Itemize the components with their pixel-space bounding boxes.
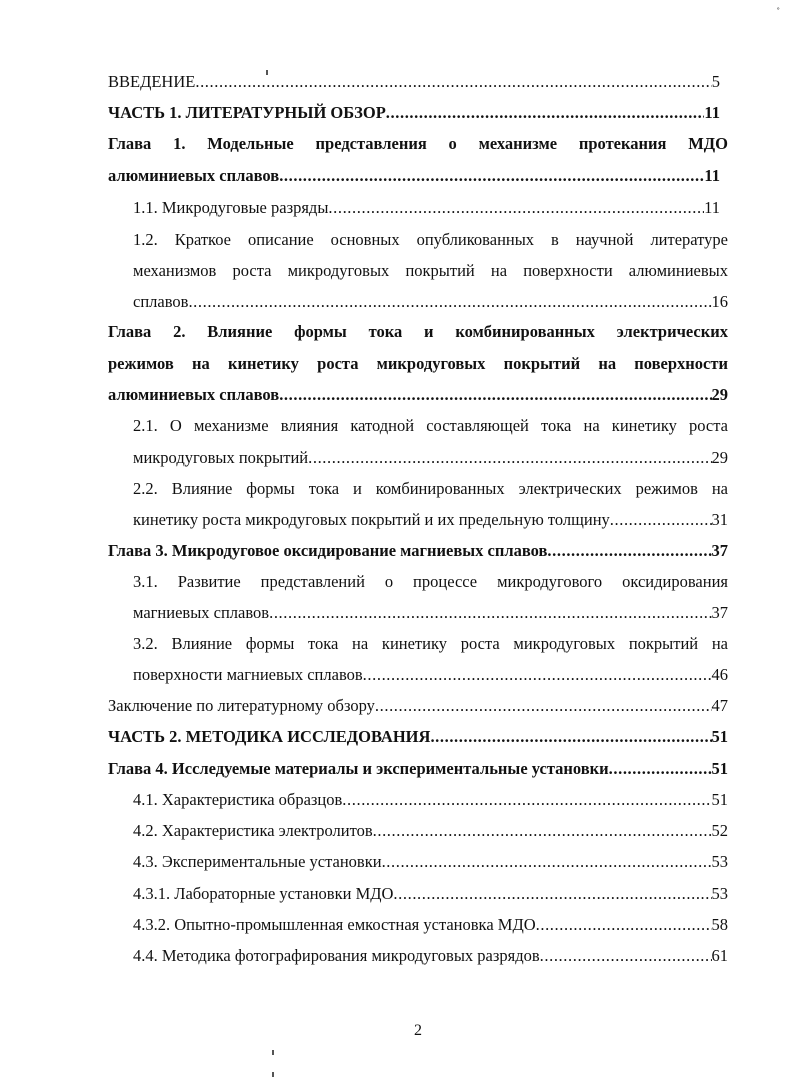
toc-entry-3-2-line-1: 3.2. Влияние формы тока на кинетику роста микродуговых покрытий на xyxy=(133,634,728,653)
toc-entry-page: 16 xyxy=(711,292,728,311)
toc-entry-title: микродуговых покрытий xyxy=(133,448,309,467)
toc-entry-4-4 xyxy=(133,946,728,966)
toc-entry-page: 31 xyxy=(711,510,728,529)
toc-entry-page: 53 xyxy=(711,852,728,871)
toc-entry-chapter-2-line-2: режимов на кинетику роста микродуговых покрытий на поверхности xyxy=(108,354,728,373)
scan-speck xyxy=(272,1072,274,1077)
toc-entry-title: Заключение по литературному обзору xyxy=(108,696,375,715)
toc-entry-title: 4.4. Методика фотографирования микродуговых разрядов xyxy=(133,946,540,965)
toc-entry-2-1 xyxy=(133,448,728,468)
toc-entry-page: 53 xyxy=(711,884,728,903)
toc-entry-page: 51 xyxy=(711,790,728,809)
toc-entry-page: 29 xyxy=(711,385,728,404)
toc-entry-page: 37 xyxy=(711,603,728,622)
toc-entry-part-2 xyxy=(108,727,728,747)
toc-entry-title: Глава 3. Микродуговое оксидирование магниевых сплавов xyxy=(108,541,548,560)
scan-speck xyxy=(272,1050,274,1055)
toc-entry-title: 4.3.1. Лабораторные установки МДО xyxy=(133,884,394,903)
toc-entry-title: 1.1. Микродуговые разряды xyxy=(133,198,329,217)
toc-entry-page: 61 xyxy=(711,946,728,965)
page-number: 2 xyxy=(414,1022,422,1039)
toc-entry-4-1 xyxy=(133,790,728,810)
toc-entry-title: 4.1. Характеристика образцов xyxy=(133,790,343,809)
toc-entry-part-1 xyxy=(108,103,720,123)
toc-entry-page: 51 xyxy=(711,759,728,778)
toc-entry-title: ВВЕДЕНИЕ xyxy=(108,72,196,91)
toc-entry-page: 5 xyxy=(711,72,720,91)
toc-entry-2-2 xyxy=(133,510,728,530)
toc-entry-title: 4.2. Характеристика электролитов xyxy=(133,821,373,840)
toc-entry-title: поверхности магниевых сплавов xyxy=(133,665,363,684)
toc-entry-page: 46 xyxy=(711,665,728,684)
toc-entry-page: 52 xyxy=(711,821,728,840)
toc-entry-3-1-line-1: 3.1. Развитие представлений о процессе микродугового оксидирования xyxy=(133,572,728,591)
toc-entry-chapter-1-line-1: Глава 1. Модельные представления о механизме протекания МДО xyxy=(108,134,728,153)
toc-entry-page: 11 xyxy=(704,166,720,185)
toc-entry-title: кинетику роста микродуговых покрытий и их предельную толщину xyxy=(133,510,610,529)
toc-entry-page: 11 xyxy=(704,103,720,122)
scan-speck xyxy=(266,70,268,75)
toc-entry-title: алюминиевых сплавов xyxy=(108,166,280,185)
toc-entry-title: 4.3. Экспериментальные установки xyxy=(133,852,382,871)
toc-entry-title: 4.3.2. Опытно-промышленная емкостная установка МДО xyxy=(133,915,536,934)
toc-entry-title: Глава 4. Исследуемые материалы и экспериментальные установки xyxy=(108,759,609,778)
toc-entry-title: ЧАСТЬ 1. ЛИТЕРАТУРНЫЙ ОБЗОР xyxy=(108,103,386,122)
toc-entry-title: ЧАСТЬ 2. МЕТОДИКА ИССЛЕДОВАНИЯ xyxy=(108,727,431,746)
toc-entry-chapter-2-line-1: Глава 2. Влияние формы тока и комбинированных электрических xyxy=(108,322,728,341)
toc-entry-4-3-1 xyxy=(133,884,728,904)
toc-entry-page: 11 xyxy=(704,198,720,217)
toc-entry-page: 58 xyxy=(711,915,728,934)
toc-entry-page: 51 xyxy=(711,727,728,746)
toc-entry-title: магниевых сплавов xyxy=(133,603,270,622)
toc-entry-chapter-4 xyxy=(108,759,728,779)
toc-entry-page: 47 xyxy=(711,696,728,715)
corner-mark-icon: ˚ xyxy=(776,6,780,18)
toc-entry-chapter-3 xyxy=(108,541,728,561)
toc-entry-3-1 xyxy=(133,603,728,623)
toc-entry-3-2 xyxy=(133,665,728,685)
toc-entry-2-1-line-1: 2.1. О механизме влияния катодной составляющей тока на кинетику роста xyxy=(133,416,728,435)
toc-entry-chapter-1 xyxy=(108,166,720,186)
toc-entry-4-3 xyxy=(133,852,728,872)
toc-entry-title: алюминиевых сплавов xyxy=(108,385,280,404)
toc-entry-introduction xyxy=(108,72,720,92)
toc-entry-2-2-line-1: 2.2. Влияние формы тока и комбинированных электрических режимов на xyxy=(133,479,728,498)
toc-entry-conclusion xyxy=(108,696,728,716)
toc-entry-chapter-2 xyxy=(108,385,728,405)
toc-entry-4-3-2 xyxy=(133,915,728,935)
toc-entry-page: 37 xyxy=(711,541,728,560)
toc-entry-1-2-line-1: 1.2. Краткое описание основных опубликованных в научной литературе xyxy=(133,230,728,249)
toc-entry-4-2 xyxy=(133,821,728,841)
toc-entry-1-2-line-2: механизмов роста микродуговых покрытий на поверхности алюминиевых xyxy=(133,261,728,280)
toc-entry-page: 29 xyxy=(711,448,728,467)
toc-entry-1-1 xyxy=(133,198,720,218)
toc-entry-title: сплавов xyxy=(133,292,189,311)
toc-entry-1-2 xyxy=(133,292,728,312)
